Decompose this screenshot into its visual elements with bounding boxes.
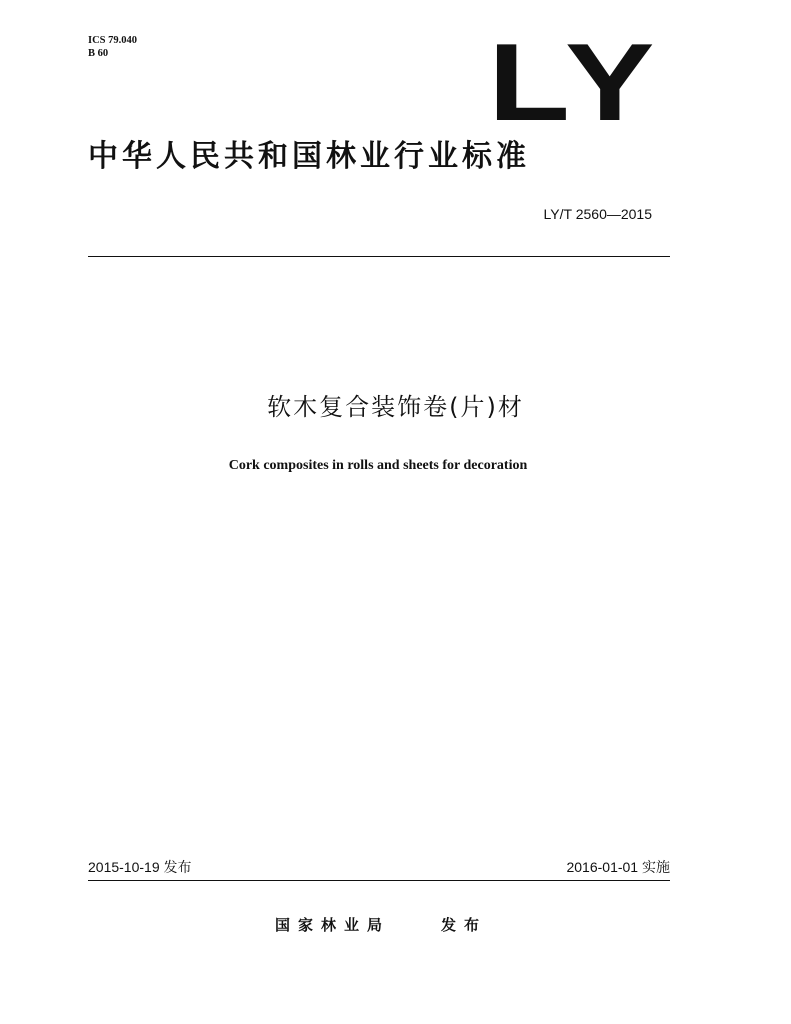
top-divider xyxy=(88,256,670,257)
standard-number: LY/T 2560—2015 xyxy=(543,206,652,222)
issuing-authority: 国家林业局 xyxy=(275,916,391,934)
issue-date: 2015-10-19 发布 xyxy=(88,859,192,875)
ly-logo: LY xyxy=(488,21,662,144)
implementation-date: 2016-01-01 实施 xyxy=(566,859,670,875)
title-english: Cork composites in rolls and sheets for decoration xyxy=(228,458,528,473)
title-chinese: 软木复合装饰卷(片)材 xyxy=(267,393,524,421)
issuing-action: 发布 xyxy=(441,916,488,934)
standard-category: 中华人民共和国林业行业标准 xyxy=(88,139,530,174)
ics-code: ICS 79.040 xyxy=(88,35,138,46)
classification-codes xyxy=(88,34,137,60)
ccs-code: B 60 xyxy=(88,48,109,59)
bottom-divider xyxy=(88,880,670,881)
